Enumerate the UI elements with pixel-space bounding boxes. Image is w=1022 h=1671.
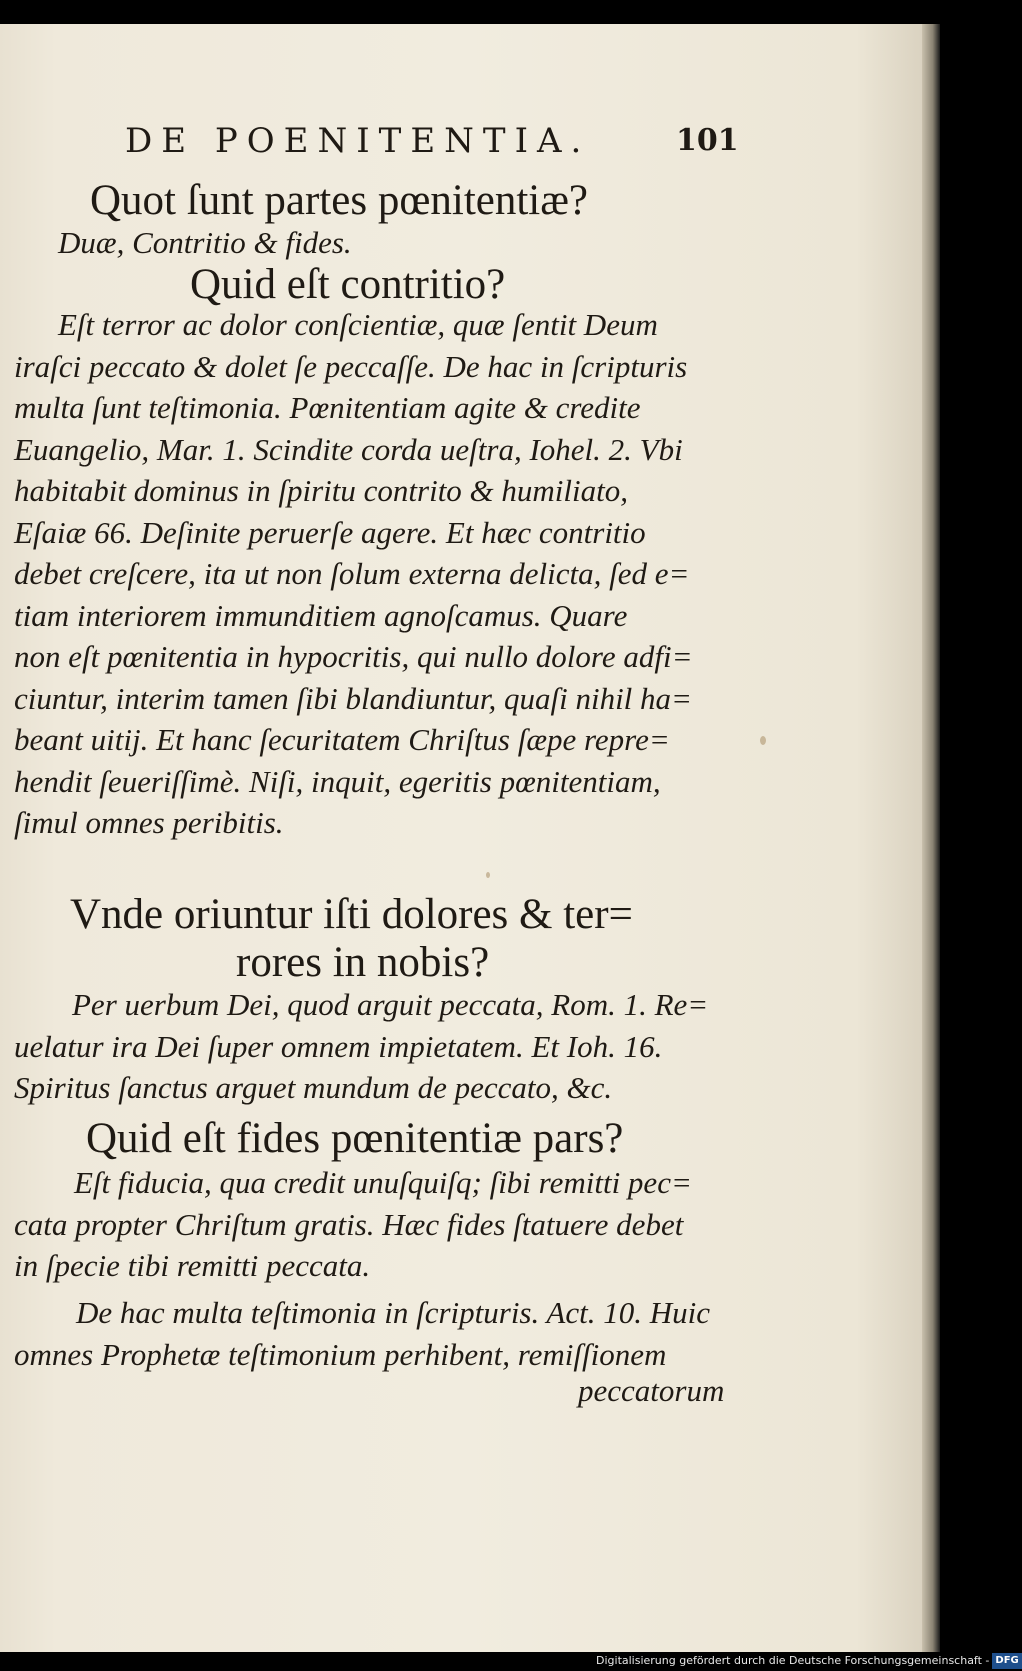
text-line: Eſt fiducia, qua credit unuſquiſq; ſibi remitti pec= [74,1165,692,1200]
text-line: uelatur ira Dei ſuper omnem impietatem. Et Ioh. 16. [14,1028,663,1064]
text-line: in ſpecie tibi remitti peccata. [14,1248,371,1283]
text-line: Eſt terror ac dolor conſcientiæ, quæ ſentit Deum [58,307,658,342]
text-line: Duæ, Contritio & fides. [58,225,352,260]
answer-block [14,1292,734,1375]
dfg-logo: DFG [992,1653,1021,1669]
text-line: tiam interiorem immunditiem agnoſcamus. Quare [14,597,628,633]
text-line: habitabit dominus in ſpiritu contrito & humiliato, [14,473,629,508]
text-line: ciuntur, interim tamen ſibi blandiuntur, quaſi nihil ha= [14,680,692,716]
ink-spot [760,736,766,745]
text-line: omnes Prophetæ teſtimonium perhibent, remiſſionem [14,1336,667,1372]
text-line: debet creſcere, ita ut non ſolum externa delicta, ſed e= [14,556,690,591]
ink-spot [486,872,490,878]
text-line: De hac multa teſtimonia in ſcripturis. Act. 10. Huic [76,1295,711,1330]
text-line: hendit ſeueriſſimè. Niſi, inquit, egeritis pœnitentiam, [14,763,661,799]
running-head: DE POENITENTIA. [125,121,591,161]
question-heading: Vnde oriuntur iſti dolores & ter= [70,891,633,938]
question-heading: Quot ſunt partes pœnitentiæ? [90,177,589,224]
credit-text: Digitalisierung gefördert durch die Deutsche Forschungsgemeinschaft - [596,1654,990,1667]
text-line: Spiritus ſanctus arguet mundum de peccato, &c. [14,1070,613,1105]
text-line: Euangelio, Mar. 1. Scindite corda ueſtra, Iohel. 2. Vbi [14,431,683,467]
text-line: multa ſunt teſtimonia. Pœnitentiam agite & credite [14,390,641,425]
text-line: Per uerbum Dei, quod arguit peccata, Rom. 1. Re= [72,987,709,1022]
page-text [0,24,930,1652]
question-heading: Quid eſt contritio? [190,261,506,308]
text-line: non eſt pœnitentia in hypocritis, qui nullo dolore adfi= [14,639,693,674]
page-number: 101 [676,123,739,158]
text-line: ſimul omnes peribitis. [14,805,284,840]
question-heading: rores in nobis? [236,939,490,986]
page-edge [922,24,940,1652]
text-line: beant uitij. Et hanc ſecuritatem Chriſtus ſæpe repre= [14,722,670,757]
catchword: peccatorum [578,1373,725,1408]
question-heading: Quid eſt fides pœnitentiæ pars? [86,1115,624,1162]
digitization-credit [596,1650,1019,1671]
book-page [0,24,930,1652]
text-line: Eſaiæ 66. Deſinite peruerſe agere. Et hæc contritio [14,514,646,550]
answer-block [14,984,734,1109]
text-line: iraſci peccato & dolet ſe peccaſſe. De hac in ſcripturis [14,348,688,384]
answer-block [14,1162,734,1287]
text-line: cata propter Chriſtum gratis. Hæc fides ſtatuere debet [14,1206,684,1242]
answer-block [14,304,734,844]
